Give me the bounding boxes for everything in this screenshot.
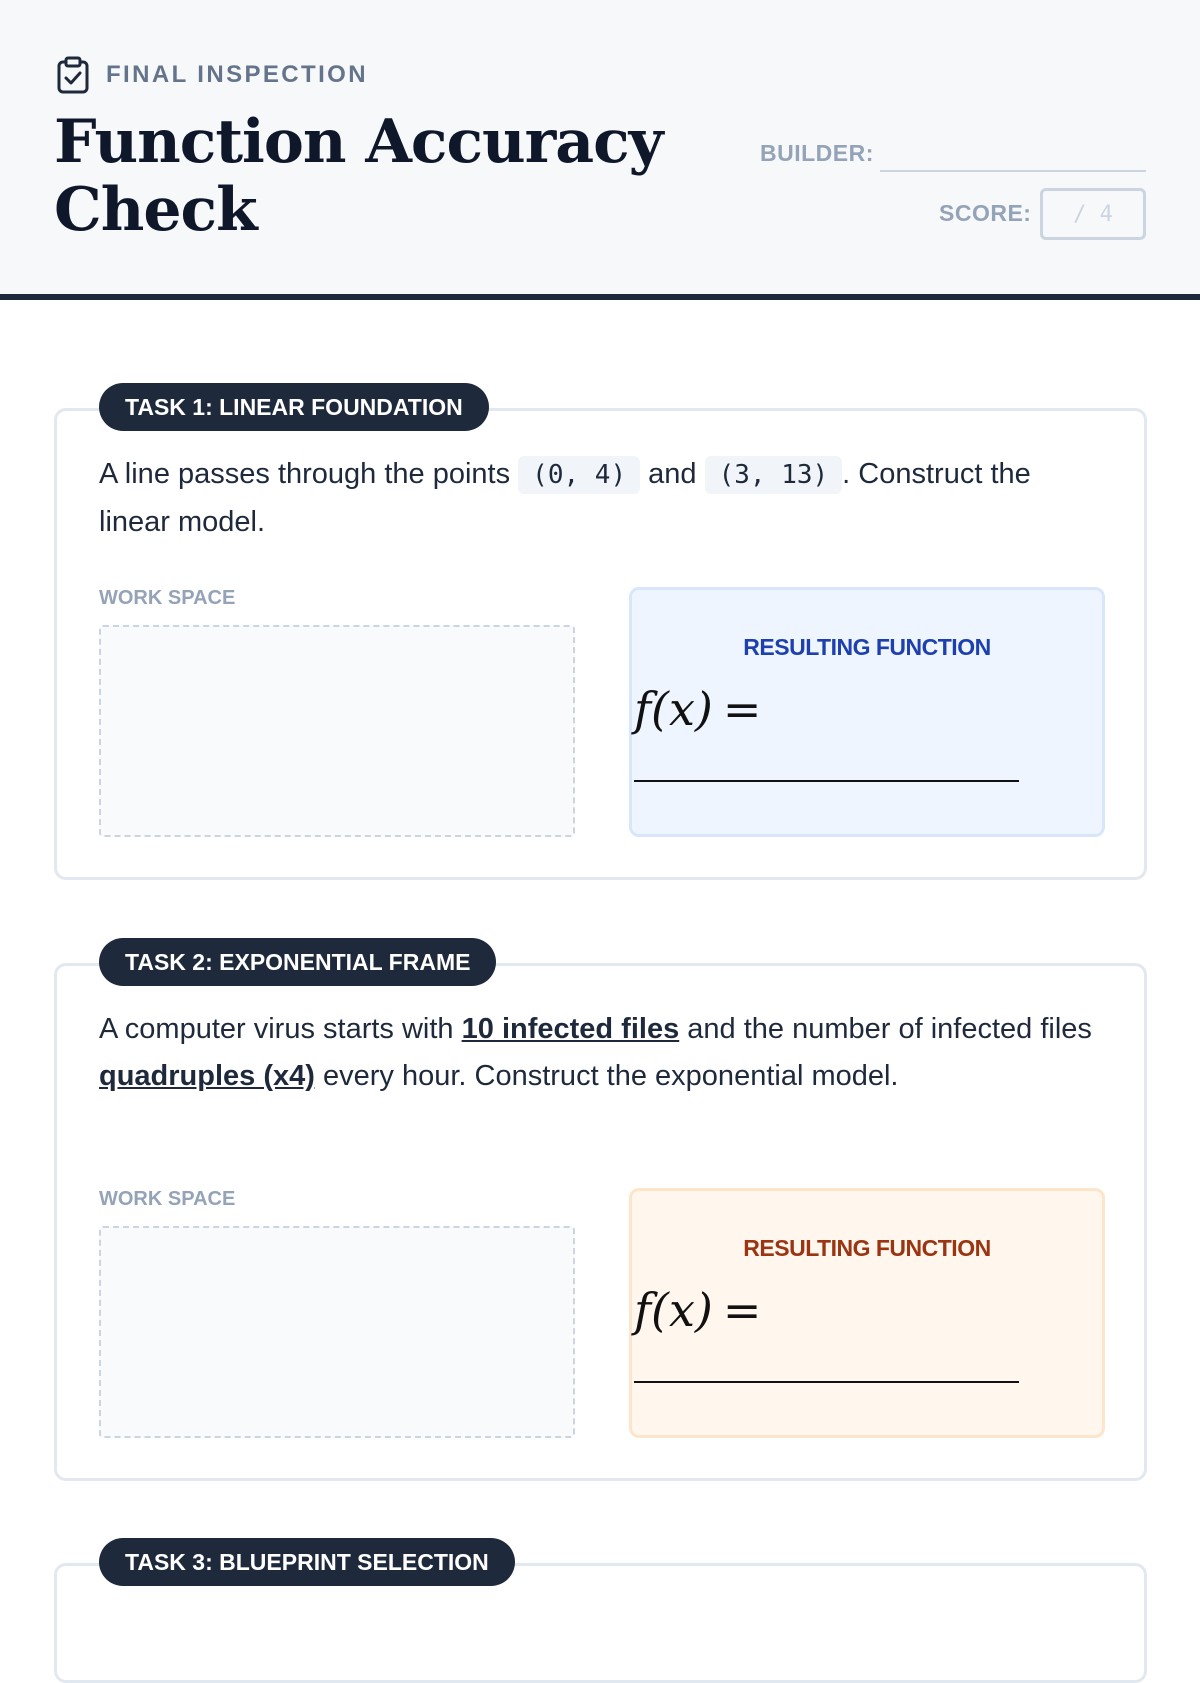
answer-line[interactable] — [634, 780, 1019, 782]
emphasis: 10 infected files — [461, 1013, 680, 1045]
eyebrow — [56, 56, 368, 94]
task-tag: TASK 2: EXPONENTIAL FRAME — [99, 938, 496, 986]
point-code: (3, 13) — [705, 456, 843, 494]
answer-line[interactable] — [634, 1381, 1019, 1383]
function-lhs: f(x) — [634, 1283, 713, 1337]
builder-label: BUILDER: — [760, 140, 874, 166]
builder-name-field[interactable] — [880, 170, 1146, 172]
result-panel — [629, 587, 1105, 837]
task-tag: TASK 1: LINEAR FOUNDATION — [99, 383, 489, 431]
score-label: SCORE: — [939, 200, 1032, 226]
workspace-area[interactable] — [99, 625, 575, 837]
prompt-text: and — [640, 458, 705, 490]
function-equals: = — [722, 682, 762, 736]
result-label: RESULTING FUNCTION — [743, 1235, 991, 1261]
function-expression — [634, 682, 761, 736]
page-title: Function Accuracy Check — [54, 107, 663, 245]
page-header — [0, 0, 1200, 300]
task-card-2 — [54, 948, 1147, 1481]
task-prompt — [99, 1006, 1099, 1100]
prompt-text: every hour. Construct the exponential model. — [314, 1060, 899, 1092]
task-prompt — [99, 451, 1099, 546]
function-expression — [634, 1283, 761, 1337]
result-label: RESULTING FUNCTION — [743, 634, 991, 660]
function-equals: = — [722, 1283, 762, 1337]
task-card-3 — [54, 1548, 1147, 1683]
prompt-text: . Construct the linear model. — [99, 458, 1031, 538]
score-field[interactable]: / 4 — [1040, 188, 1146, 240]
task-card-1 — [54, 393, 1147, 880]
task-tag: TASK 3: BLUEPRINT SELECTION — [99, 1538, 515, 1586]
result-panel — [629, 1188, 1105, 1438]
workspace-label: WORK SPACE — [99, 1188, 236, 1210]
workspace-label: WORK SPACE — [99, 587, 236, 609]
prompt-text: A computer virus starts with — [99, 1013, 462, 1045]
clipboard-check-icon — [56, 56, 90, 94]
eyebrow-label: FINAL INSPECTION — [106, 61, 368, 88]
emphasis: quadruples (x4) — [99, 1060, 315, 1092]
workspace-area[interactable] — [99, 1226, 575, 1438]
point-code: (0, 4) — [518, 456, 640, 494]
prompt-text: A line passes through the points — [99, 458, 519, 490]
function-lhs: f(x) — [634, 682, 713, 736]
prompt-text: and the number of infected files — [679, 1013, 1092, 1045]
